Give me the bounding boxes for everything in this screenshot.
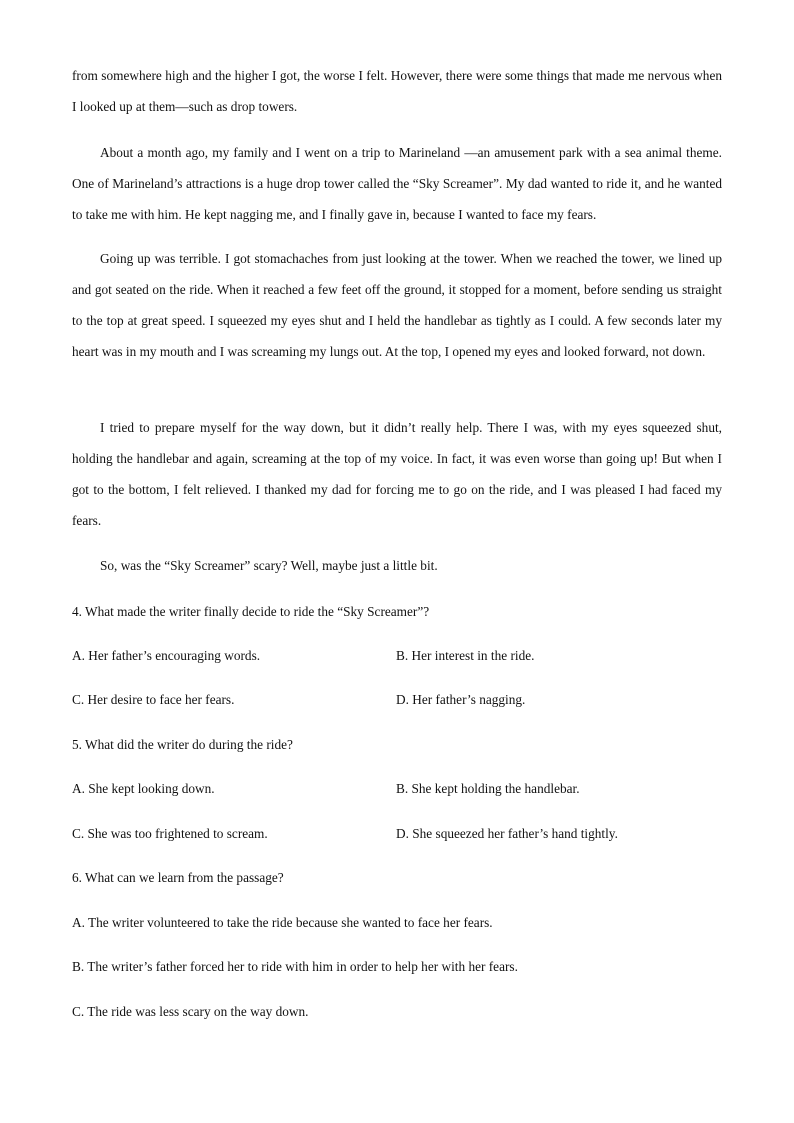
passage-paragraph-3: Going up was terrible. I got stomachaches from just looking at the tower. When we reached the tower, we lined up and got seated on the ride. When it reached a few feet off the ground, it stopped for a moment, before sending us straight to the top at great speed. I squeezed my eyes shut and I held the handlebar as tightly as I could. A few seconds later my heart was in my mouth and I was screaming my lungs out. At the top, I opened my eyes and looked forward, not down. — [72, 251, 722, 359]
question-4-option-b: B. Her interest in the ride. — [396, 648, 535, 663]
question-6-option-a: A. The writer volunteered to take the ride because she wanted to face her fears. — [72, 915, 493, 930]
passage-paragraph-5: So, was the “Sky Screamer” scary? Well, maybe just a little bit. — [100, 558, 438, 573]
question-5-option-d: D. She squeezed her father’s hand tightly. — [396, 826, 618, 841]
passage-paragraph-1: from somewhere high and the higher I got, the worse I felt. However, there were some things that made me nervous when I looked up at them—such as drop towers. — [72, 68, 722, 114]
question-4-option-c: C. Her desire to face her fears. — [72, 692, 235, 707]
question-4-stem: 4. What made the writer finally decide to ride the “Sky Screamer”? — [72, 604, 430, 619]
passage-paragraph-2: About a month ago, my family and I went on a trip to Marineland —an amusement park with a sea animal theme. One of Marineland’s attractions is a huge drop tower called the “Sky Screamer”. My dad wanted to ride it, and he wanted to take me with him. He kept nagging me, and I finally gave in, because I wanted to face my fears. — [72, 145, 722, 222]
question-5-option-a: A. She kept looking down. — [72, 781, 215, 796]
question-4-option-a: A. Her father’s encouraging words. — [72, 648, 261, 663]
passage-paragraph-4: I tried to prepare myself for the way down, but it didn’t really help. There I was, with my eyes squeezed shut, holding the handlebar and again, screaming at the top of my voice. In fact, it was even worse than going up! But when I got to the bottom, I felt relieved. I thanked my dad for forcing me to go on the ride, and I was pleased I had faced my fears. — [72, 420, 722, 528]
question-5-stem: 5. What did the writer do during the ride? — [72, 737, 293, 752]
question-6-option-c: C. The ride was less scary on the way down. — [72, 1004, 309, 1019]
question-6-stem: 6. What can we learn from the passage? — [72, 870, 284, 885]
question-5-option-b: B. She kept holding the handlebar. — [396, 781, 580, 796]
question-4-option-d: D. Her father’s nagging. — [396, 692, 526, 707]
question-5-option-c: C. She was too frightened to scream. — [72, 826, 268, 841]
question-6-option-b: B. The writer’s father forced her to ride with him in order to help her with her fears. — [72, 959, 518, 974]
